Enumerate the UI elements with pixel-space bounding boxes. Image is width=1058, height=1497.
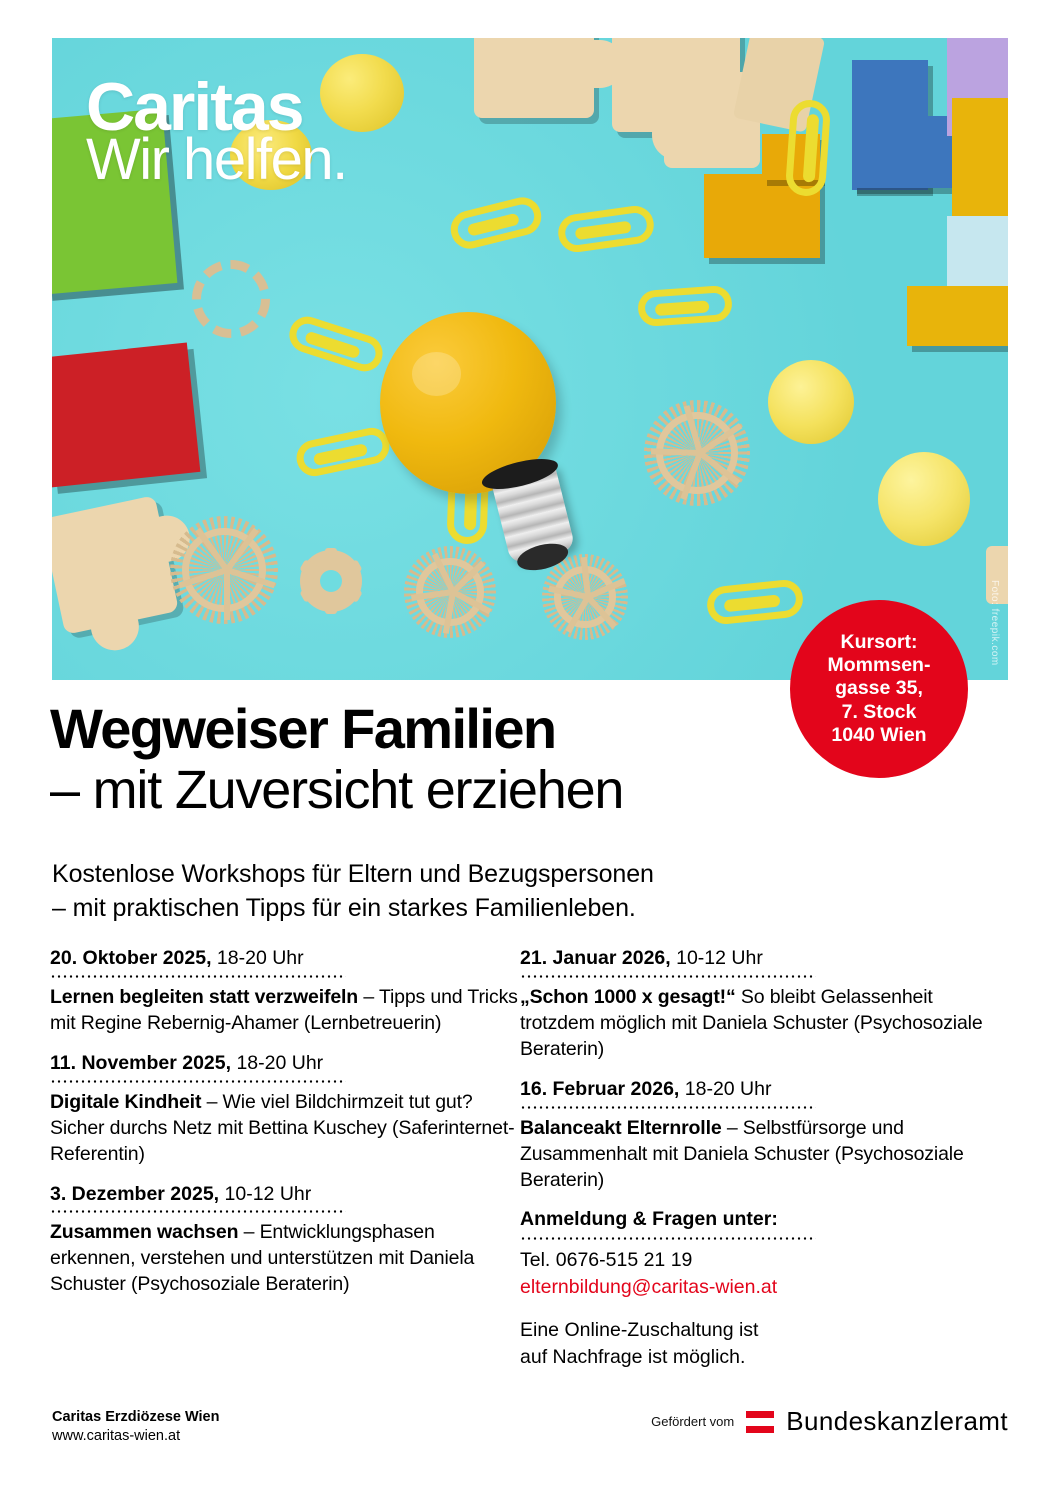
event-title: Lernen begleiten statt verzweifeln	[50, 985, 359, 1008]
event-detail: – Selbstfürsorge und Zusammenhalt mit Daniela Schuster (Psychosoziale Beraterin)	[520, 1116, 964, 1191]
event-detail: – Entwicklungsphasen erkennen, verstehen und unterstützen mit Daniela Schuster (Psychosoziale Beraterin)	[50, 1221, 475, 1296]
badge-line-3: gasse 35,	[835, 677, 923, 700]
events-column-right	[520, 946, 990, 1378]
event-item	[50, 946, 520, 1037]
event-description	[520, 1116, 990, 1194]
caritas-logo	[86, 69, 347, 192]
crumpled-paper-ball-3	[768, 360, 854, 444]
event-date: 3. Dezember 2025,	[50, 1182, 220, 1205]
puzzle-piece-top-left	[474, 38, 594, 118]
event-date: 20. Oktober 2025,	[50, 947, 212, 969]
event-date-time	[520, 1077, 990, 1102]
contact-note-line-2: auf Nachfrage ist möglich.	[520, 1345, 746, 1368]
event-time: 10-12 Uhr	[670, 947, 763, 969]
paperclip-icon-7	[785, 99, 832, 198]
hero-photo	[52, 38, 1008, 680]
title-main: Wegweiser Familien	[50, 697, 556, 760]
contact-heading: Anmeldung & Fragen unter:	[520, 1208, 778, 1231]
subtitle-line-2: – mit praktischen Tipps für ein starkes Familienleben.	[52, 893, 636, 922]
event-item	[50, 1182, 520, 1299]
event-date: 21. Januar 2026,	[520, 947, 671, 969]
event-columns	[50, 946, 1010, 1378]
footer-org-name: Caritas Erzdiözese Wien	[52, 1408, 220, 1425]
event-detail: – Tipps und Tricks mit Regine Rebernig-Ahamer (Lernbetreuerin)	[50, 985, 518, 1034]
divider-dotted	[50, 1210, 346, 1213]
badge-line-1: Kursort:	[840, 630, 918, 653]
event-description	[50, 985, 520, 1037]
event-time: 18-20 Uhr	[211, 947, 304, 969]
puzzle-piece-left	[52, 495, 179, 635]
event-description	[50, 1220, 520, 1298]
event-item	[520, 946, 990, 1063]
event-title: Balanceakt Elternrolle	[520, 1116, 722, 1139]
subtitle	[52, 858, 852, 925]
event-date: 16. Februar 2026,	[520, 1077, 680, 1100]
event-detail: So bleibt Gelassenheit trotzdem möglich mit Daniela Schuster (Psychosoziale Beraterin)	[520, 985, 983, 1060]
yellow-block-lower	[907, 286, 1008, 346]
event-time: 18-20 Uhr	[231, 1051, 324, 1074]
crumpled-paper-ball-4	[878, 452, 970, 546]
event-time: 18-20 Uhr	[679, 1077, 772, 1100]
austria-flag-icon	[746, 1411, 774, 1433]
gear-star-icon	[300, 550, 362, 612]
page-title	[50, 697, 810, 821]
event-description	[520, 985, 990, 1063]
gear-small-icon	[404, 546, 496, 638]
event-title: Zusammen wachsen	[50, 1221, 239, 1244]
divider-dotted	[520, 1106, 816, 1109]
divider-dotted	[520, 975, 816, 978]
badge-line-5: 1040 Wien	[831, 724, 927, 747]
contact-email[interactable]: elternbildung@caritas-wien.at	[520, 1275, 778, 1298]
logo-claim: Wir helfen.	[86, 126, 347, 192]
event-item	[520, 1077, 990, 1194]
gear-spoked-icon-right	[644, 400, 750, 506]
gear-small-icon-2	[542, 554, 628, 640]
event-date-time	[50, 946, 520, 971]
event-date-time	[520, 946, 990, 971]
funded-by-label: Gefördert vom	[651, 1414, 735, 1429]
event-time: 10-12 Uhr	[219, 1182, 312, 1205]
contact-note-line-1: Eine Online-Zuschaltung ist	[520, 1318, 759, 1341]
event-title: Digitale Kindheit	[50, 1090, 202, 1113]
divider-dotted	[50, 975, 346, 978]
red-paper-square	[52, 343, 200, 488]
divider-dotted	[50, 1080, 346, 1083]
gear-spoked-icon	[170, 516, 278, 624]
logo-wordmark: Caritas	[86, 69, 303, 145]
venue-badge	[790, 600, 968, 778]
title-sub: – mit Zuversicht erziehen	[50, 760, 624, 821]
footer-website[interactable]: www.caritas-wien.at	[52, 1428, 181, 1445]
contact-note	[520, 1317, 990, 1371]
badge-line-4: 7. Stock	[841, 700, 917, 723]
photo-credit: Foto: freepik.com	[989, 580, 1000, 666]
event-title: „Schon 1000 x gesagt!“	[520, 985, 736, 1008]
event-detail: – Wie viel Bildchirmzeit tut gut? Sicher durchs Netz mit Bettina Kuschey (Saferinternet-Referentin)	[50, 1090, 515, 1165]
gear-ring-icon	[192, 260, 270, 338]
ministry-name: Bundeskanzleramt	[786, 1406, 1008, 1436]
event-description	[50, 1090, 520, 1168]
footer-funding	[651, 1406, 1008, 1437]
divider-dotted	[520, 1237, 816, 1240]
subtitle-line-1: Kostenlose Workshops für Eltern und Bezugspersonen	[52, 860, 654, 888]
event-date: 11. November 2025,	[50, 1051, 232, 1074]
badge-line-2: Mommsen-	[827, 653, 931, 676]
footer-organisation	[52, 1408, 219, 1447]
contact-phone[interactable]: Tel. 0676-515 21 19	[520, 1248, 693, 1271]
events-column-left	[50, 946, 520, 1378]
event-item	[50, 1051, 520, 1168]
event-date-time	[50, 1182, 520, 1207]
contact-block	[520, 1207, 990, 1370]
event-date-time	[50, 1051, 520, 1076]
paperclip-icon-3	[637, 285, 733, 327]
